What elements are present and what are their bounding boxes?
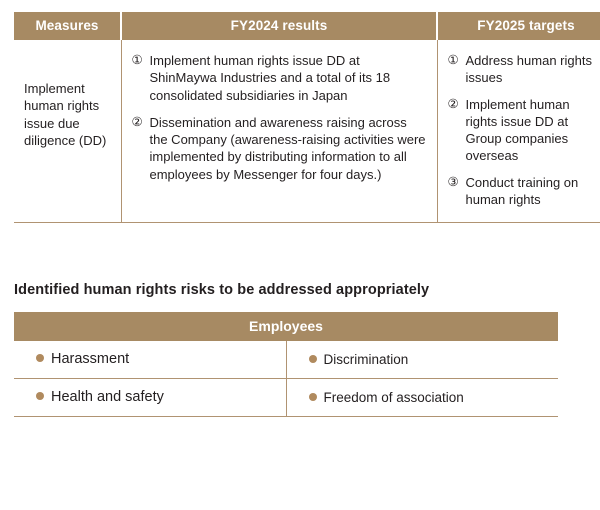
- table1-cell-fy2025-targets: [437, 40, 600, 223]
- list-item: [448, 174, 600, 209]
- list-item-text: Address human rights issues: [465, 53, 592, 86]
- list-item-number: ②: [447, 96, 459, 111]
- bullet-icon: [309, 355, 317, 363]
- human-rights-risks-table: [14, 312, 558, 417]
- list-item-text: Implement human rights issue DD at Group companies overseas: [465, 96, 570, 164]
- risk-cell-harassment: [14, 341, 286, 379]
- bullet-icon: [309, 393, 317, 401]
- table1-cell-fy2024-results: [121, 40, 437, 223]
- table1-header-fy2024-results: FY2024 results: [121, 12, 437, 40]
- human-rights-dd-table: [14, 12, 600, 223]
- risk-cell-freedom-of-association: [286, 379, 558, 417]
- list-item-number: ②: [131, 114, 143, 129]
- table1-header-fy2025-targets: FY2025 targets: [437, 12, 600, 40]
- table-row: [14, 341, 558, 379]
- list-item: [132, 114, 427, 183]
- list-item: [448, 52, 600, 87]
- risk-label: Freedom of association: [323, 389, 464, 405]
- list-item-number: ①: [447, 53, 459, 67]
- risk-label: Health and safety: [51, 389, 164, 405]
- list-item-text: Dissemination and awareness raising across the Company (awareness-raising activities were implemented by distributing information to all employees by Messenger for four days.): [149, 114, 426, 182]
- table1-cell-measure: Implement human rights issue due diligence (DD): [14, 40, 121, 223]
- fy2024-results-list: [132, 52, 427, 183]
- table1-row: [14, 40, 600, 223]
- risk-cell-discrimination: [286, 341, 558, 379]
- table2-header-employees: Employees: [14, 312, 558, 341]
- table2-header-row: [14, 312, 558, 341]
- fy2025-targets-list: [448, 52, 600, 208]
- risk-label: Discrimination: [323, 351, 409, 367]
- list-item-text: Conduct training on human rights: [465, 174, 579, 207]
- risk-label: Harassment: [51, 351, 130, 367]
- table1-header-measures: Measures: [14, 12, 121, 40]
- list-item: [132, 52, 427, 104]
- table1-header-row: [14, 12, 600, 40]
- list-item-text: Implement human rights issue DD at ShinMaywa Industries and a total of its 18 consolidated subsidiaries in Japan: [149, 53, 391, 103]
- list-item-number: ③: [447, 174, 459, 189]
- bullet-icon: [36, 392, 44, 400]
- bullet-icon: [36, 354, 44, 362]
- list-item-number: ①: [131, 53, 143, 67]
- list-item: [448, 96, 600, 165]
- table-row: [14, 379, 558, 417]
- risk-cell-health-and-safety: [14, 379, 286, 417]
- section-heading: Identified human rights risks to be addressed appropriately: [14, 282, 430, 298]
